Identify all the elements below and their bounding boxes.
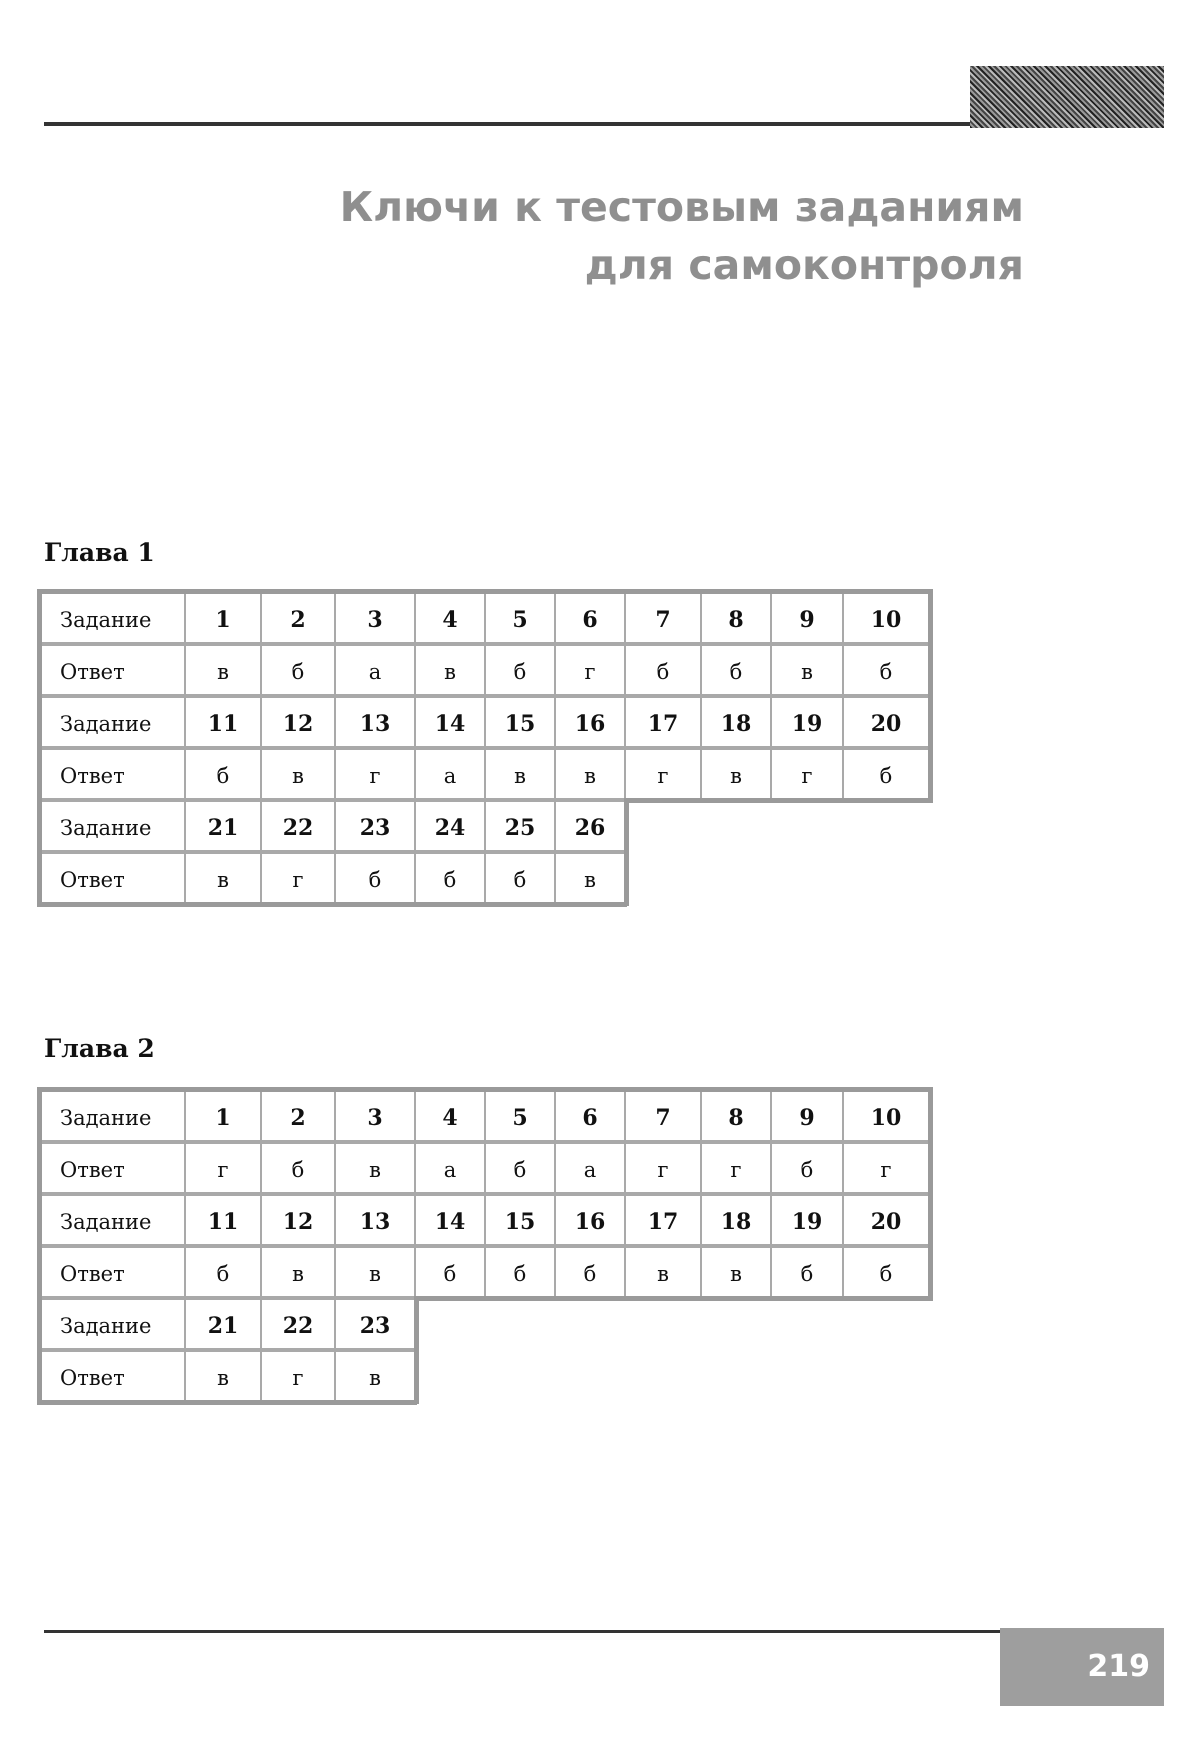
task-number-cell: 5 [484,1090,556,1142]
table-frame [928,1087,933,1301]
answer-cell: г [624,748,702,800]
answer-cell: в [700,1246,772,1298]
task-number-cell: 20 [842,1194,930,1246]
task-row [40,592,928,644]
table-frame [37,1087,42,1405]
task-number-cell: 8 [700,592,772,644]
chapter1-heading: Глава 1 [44,538,155,567]
answer-cell: а [554,1142,626,1194]
table-frame [37,589,933,594]
answer-cell: б [414,852,486,904]
answer-cell: г [260,852,336,904]
task-number-cell: 2 [260,1090,336,1142]
answer-cell: б [700,644,772,696]
answer-cell: в [334,1142,416,1194]
answer-cell: г [554,644,626,696]
answer-row [40,748,928,800]
answer-cell: б [624,644,702,696]
answer-label: Ответ [40,748,186,800]
page-title [340,178,1024,294]
task-number-cell: 14 [414,1194,486,1246]
task-number-cell: 10 [842,592,930,644]
task-number-cell: 3 [334,1090,416,1142]
task-number-cell: 17 [624,1194,702,1246]
answer-label: Ответ [40,1142,186,1194]
table-frame [928,589,933,803]
table-frame [37,1400,417,1405]
task-number-cell: 24 [414,800,486,852]
task-number-cell: 22 [260,800,336,852]
task-number-cell: 9 [770,592,844,644]
task-number-cell: 4 [414,1090,486,1142]
task-number-cell: 18 [700,1194,772,1246]
answer-cell: б [770,1142,844,1194]
task-number-cell: 21 [184,1298,262,1350]
task-number-cell: 13 [334,696,416,748]
page-number: 219 [1087,1649,1150,1684]
answer-row [40,1350,414,1402]
answer-cell: г [624,1142,702,1194]
page-title-line1: Ключи к тестовым заданиям [339,183,1024,231]
answer-cell: в [624,1246,702,1298]
answer-cell: б [260,1142,336,1194]
answer-cell: б [484,644,556,696]
answer-cell: г [184,1142,262,1194]
answer-cell: в [334,1246,416,1298]
answer-cell: б [260,644,336,696]
task-number-cell: 17 [624,696,702,748]
task-number-cell: 21 [184,800,262,852]
answer-cell: г [334,748,416,800]
answer-cell: а [414,748,486,800]
task-number-cell: 2 [260,592,336,644]
answer-cell: г [770,748,844,800]
answer-cell: г [260,1350,336,1402]
task-row [40,1194,928,1246]
task-row [40,696,928,748]
answer-cell: в [700,748,772,800]
task-number-cell: 4 [414,592,486,644]
task-row [40,800,624,852]
task-label: Задание [40,1298,186,1350]
answer-cell: в [554,852,626,904]
answer-cell: б [184,1246,262,1298]
task-number-cell: 1 [184,1090,262,1142]
answer-cell: в [554,748,626,800]
answer-cell: б [484,1246,556,1298]
answer-cell: б [414,1246,486,1298]
answer-cell: в [260,1246,336,1298]
answer-cell: б [842,1246,930,1298]
answer-label: Ответ [40,644,186,696]
task-number-cell: 9 [770,1090,844,1142]
task-number-cell: 25 [484,800,556,852]
answer-cell: в [414,644,486,696]
chapter2-heading: Глава 2 [44,1034,155,1063]
table-frame [624,798,629,906]
task-number-cell: 7 [624,592,702,644]
task-number-cell: 16 [554,1194,626,1246]
header-decoration [970,66,1164,128]
task-number-cell: 8 [700,1090,772,1142]
table-frame [624,798,933,803]
task-number-cell: 16 [554,696,626,748]
answer-row [40,1142,928,1194]
task-label: Задание [40,592,186,644]
footer-rule [44,1630,1004,1633]
task-number-cell: 15 [484,696,556,748]
task-label: Задание [40,800,186,852]
task-number-cell: 19 [770,696,844,748]
task-number-cell: 13 [334,1194,416,1246]
answer-cell: в [770,644,844,696]
answer-cell: в [184,1350,262,1402]
answer-cell: б [554,1246,626,1298]
task-number-cell: 23 [334,800,416,852]
task-label: Задание [40,696,186,748]
answer-cell: б [770,1246,844,1298]
task-number-cell: 1 [184,592,262,644]
answer-row [40,644,928,696]
task-number-cell: 7 [624,1090,702,1142]
task-number-cell: 26 [554,800,626,852]
table-frame [414,1296,933,1301]
answer-cell: а [414,1142,486,1194]
task-number-cell: 20 [842,696,930,748]
answer-cell: б [842,644,930,696]
task-number-cell: 15 [484,1194,556,1246]
answer-cell: а [334,644,416,696]
task-number-cell: 5 [484,592,556,644]
answer-label: Ответ [40,852,186,904]
answer-cell: б [842,748,930,800]
table-frame [37,1087,933,1092]
answer-cell: г [700,1142,772,1194]
task-number-cell: 11 [184,1194,262,1246]
answer-cell: в [334,1350,416,1402]
answer-cell: в [184,644,262,696]
table-frame [37,902,627,907]
task-number-cell: 23 [334,1298,416,1350]
task-number-cell: 3 [334,592,416,644]
task-number-cell: 18 [700,696,772,748]
task-number-cell: 12 [260,1194,336,1246]
answer-cell: г [842,1142,930,1194]
task-row [40,1090,928,1142]
table-frame [37,589,42,907]
task-number-cell: 14 [414,696,486,748]
header-rule [44,122,974,126]
task-number-cell: 6 [554,592,626,644]
task-number-cell: 11 [184,696,262,748]
answer-cell: б [484,852,556,904]
task-number-cell: 10 [842,1090,930,1142]
page-title-line2: для самоконтроля [584,241,1024,289]
answer-label: Ответ [40,1246,186,1298]
answer-row [40,1246,928,1298]
task-label: Задание [40,1090,186,1142]
answer-cell: в [184,852,262,904]
task-row [40,1298,414,1350]
task-number-cell: 6 [554,1090,626,1142]
task-number-cell: 22 [260,1298,336,1350]
answer-label: Ответ [40,1350,186,1402]
answer-cell: б [334,852,416,904]
task-number-cell: 12 [260,696,336,748]
answer-cell: б [484,1142,556,1194]
task-number-cell: 19 [770,1194,844,1246]
answer-cell: в [484,748,556,800]
answer-cell: в [260,748,336,800]
answer-cell: б [184,748,262,800]
table-frame [414,1296,419,1404]
answer-row [40,852,624,904]
task-label: Задание [40,1194,186,1246]
